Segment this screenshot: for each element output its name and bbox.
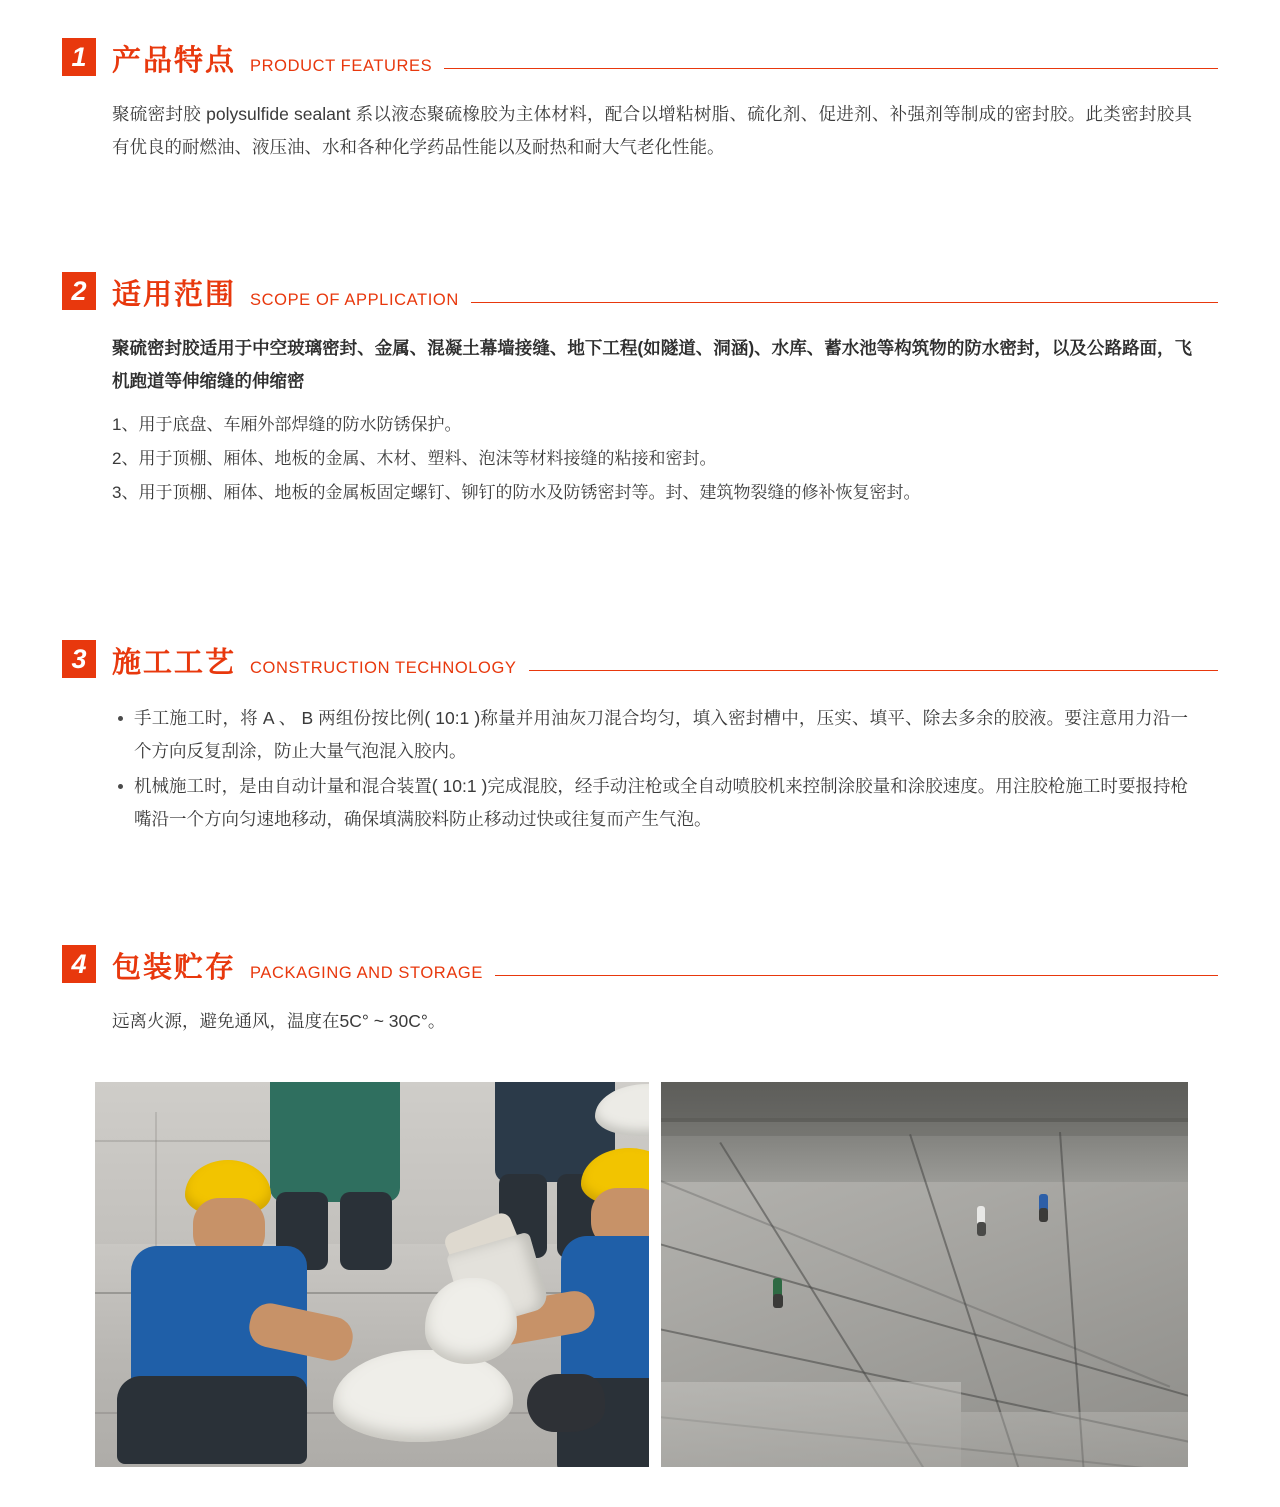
section-2-item-1: 1、用于底盘、车厢外部焊缝的防水防锈保护。: [112, 415, 462, 434]
section-2-title-cn: 适用范围: [112, 279, 237, 311]
section-3-bullet-2: 机械施工时，是由自动计量和混合装置( 10:1 )完成混胶，经手动注枪或全自动喷胶机来控制涂胶量和涂胶速度。用注胶枪施工时要报持枪嘴沿一个方向匀速地移动，确保填满胶料防止移动过快或往复而产生气泡。: [118, 770, 1188, 836]
section-1-header: [0, 38, 1280, 76]
section-scope-of-application: [0, 272, 1280, 510]
section-2-lead-paragraph: 聚硫密封胶适用于中空玻璃密封、金属、混凝土幕墙接缝、地下工程(如隧道、洞涵)、水库、蓄水池等构筑物的防水密封，以及公路路面，飞机跑道等伸缩缝的伸缩密: [112, 338, 1192, 391]
section-1-body: [0, 98, 1280, 164]
section-product-features: [0, 38, 1280, 164]
distant-worker: [1039, 1208, 1048, 1222]
far-embankment-shadow: [661, 1118, 1188, 1136]
section-2-number: 2: [62, 272, 96, 310]
section-1-divider: [444, 68, 1218, 69]
section-3-divider: [529, 670, 1218, 671]
section-2-body: [0, 332, 1280, 510]
section-2-item-2: 2、用于顶棚、厢体、地板的金属、木材、塑料、泡沫等材料接缝的粘接和密封。: [112, 449, 717, 468]
section-4-number: 4: [62, 945, 96, 983]
section-1-title-cn: 产品特点: [112, 45, 237, 77]
section-1-title-en: PRODUCT FEATURES: [250, 56, 433, 75]
section-1-paragraph: 聚硫密封胶 polysulfide sealant 系以液态聚硫橡胶为主体材料，配合以增粘树脂、硫化剂、促进剂、补强剂等制成的密封胶。此类密封胶具有优良的耐燃油、液压油、水和各种化学药品性能以及耐热和耐大气老化性能。: [112, 104, 1192, 157]
section-4-header: [0, 945, 1280, 983]
section-packaging-and-storage: [0, 945, 1280, 1038]
reservoir-slope-construction-photo: [661, 1082, 1188, 1467]
sealant-material-pile: [333, 1350, 513, 1442]
distant-worker: [977, 1222, 986, 1236]
section-3-title-cn: 施工工艺: [112, 647, 237, 679]
worker-legs: [117, 1376, 307, 1464]
section-4-title-cn: 包装贮存: [112, 952, 237, 984]
section-2-divider: [471, 302, 1218, 303]
photo-gallery: [95, 1082, 1188, 1467]
light-concrete-panel: [961, 1412, 1188, 1467]
section-4-divider: [495, 975, 1218, 976]
material-bag: [527, 1374, 605, 1432]
section-4-title-en: PACKAGING AND STORAGE: [250, 963, 483, 982]
section-3-bullet-list: [100, 702, 1188, 836]
worker-left-crouching: [109, 1160, 329, 1460]
section-2-title-en: SCOPE OF APPLICATION: [250, 290, 459, 309]
section-4-body: [0, 1005, 1280, 1038]
workers-mixing-sealant-photo: [95, 1082, 649, 1467]
sealant-material-pile: [425, 1278, 517, 1364]
section-1-number: 1: [62, 38, 96, 76]
far-embankment-shadow: [661, 1082, 1188, 1122]
distant-worker: [773, 1294, 783, 1308]
section-3-header: [0, 640, 1280, 678]
section-4-paragraph: 远离火源，避免通风，温度在5C° ~ 30C°。: [112, 1011, 446, 1031]
section-2-header: [0, 272, 1280, 310]
section-3-body: [0, 702, 1280, 836]
light-concrete-panel: [661, 1382, 961, 1467]
section-3-bullet-1: 手工施工时，将 A 、 B 两组份按比例( 10:1 )称量并用油灰刀混合均匀，填入密封槽中，压实、填平、除去多余的胶液。要注意用力沿一个方向反复刮涂，防止大量气泡混入胶内。: [118, 702, 1188, 768]
section-2-item-3: 3、用于顶棚、厢体、地板的金属板固定螺钉、铆钉的防水及防锈密封等。封、建筑物裂缝的修补恢复密封。: [112, 483, 921, 502]
section-construction-technology: [0, 640, 1280, 838]
section-3-title-en: CONSTRUCTION TECHNOLOGY: [250, 658, 517, 677]
section-3-number: 3: [62, 640, 96, 678]
